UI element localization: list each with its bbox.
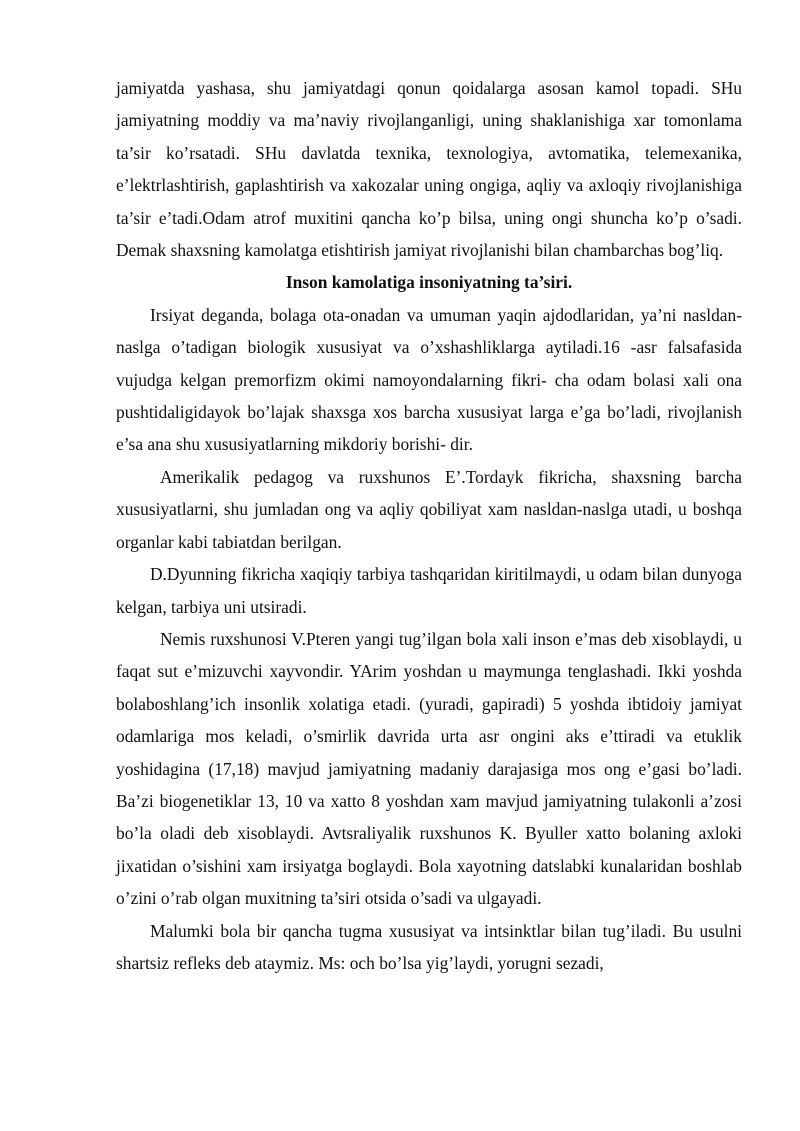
paragraph-stern-buhler: Nemis ruxshunosi V.Pteren yangi tug’ilgan bola xali inson e’mas deb xisoblaydi, u faqat sut e’mizuvchi xayvondir. YArim yoshdan u maymunga tenglashadi. Ikki yoshda bolaboshlang’ich insonlik xolatiga etadi. (yuradi, gapiradi) 5 yoshda ibtidoiy jamiyat odamlariga mos keladi, o’smirlik davrida urta asr ongini aks e’ttiradi va etuklik yoshidagina (17,18) mavjud jamiyatning madaniy darajasiga mos ong e’gasi bo’ladi. Ba’zi biogenetiklar 13, 10 va xatto 8 yoshdan xam mavjud jamiyatning tulakonli a’zosi bo’la oladi deb xisoblaydi. Avtsraliyalik ruxshunos K. Byuller xatto bolaning axloki jixatidan o’sishini xam irsiyatga boglaydi. Bola xayotning datslabki kunalaridan boshlab o’zini o’rab olgan muxitning ta’siri otsida o’sadi va ulgayadi.: [116, 628, 742, 909]
document-body: [116, 72, 742, 979]
paragraph-society-development: jamiyatda yashasa, shu jamiyatdagi qonun qoidalarga asosan kamol topadi. SHu jamiyatning moddiy va ma’naviy rivojlanganligi, uning shaklanishiga xar tomonlama ta’sir ko’rsatadi. SHu davlatda texnika, texnologiya, avtomatika, telemexanika, e’lektrlashtirish, gaplashtirish va xakozalar uning ongiga, aqliy va axloqiy rivojlanishiga ta’sir e’tadi.Odam atrof muxitini qancha ko’p bilsa, uning ongi shuncha ko’p o’sadi. Demak shaxsning kamolatga etishtirish jamiyat rivojlanishi bilan chambarchas bog’liq.: [116, 78, 742, 261]
paragraph-heredity-definition: Irsiyat deganda, bolaga ota-onadan va umuman yaqin ajdodlaridan, ya’ni nasldan-naslga o’tadigan biologik xususiyat va o’xshashliklarga aytiladi.16 -asr falsafasida vujudga kelgan premorfizm okimi namoyondalarning fikri- cha odam bolasi xali ona pushtidaligidayok bo’lajak shaxsga xos barcha xususiyat larga e’ga bo’ladi, rivojlanish e’sa ana shu xususiyatlarning mikdoriy borishi- dir.: [116, 304, 742, 455]
paragraph-dewey: D.Dyunning fikricha xaqiqiy tarbiya tashqaridan kiritilmaydi, u odam bilan dunyoga kelgan, tarbiya uni utsiradi.: [116, 564, 742, 617]
section-heading: Inson kamolatiga insoniyatning ta’siri.: [285, 272, 573, 293]
paragraph-reflexes: Malumki bola bir qancha tugma xususiyat va intsinktlar bilan tug’iladi. Bu usulni shartsiz refleks deb ataymiz. Ms: och bo’lsa yig’laydi, yorugni sezadi,: [116, 920, 742, 973]
paragraph-thorndike: Amerikalik pedagog va ruxshunos E’.Tordayk fikricha, shaxsning barcha xususiyatlarni, shu jumladan ong va aqliy qobiliyat xam nasldan-naslga utadi, u boshqa organlar kabi tabiatdan berilgan.: [116, 466, 742, 552]
